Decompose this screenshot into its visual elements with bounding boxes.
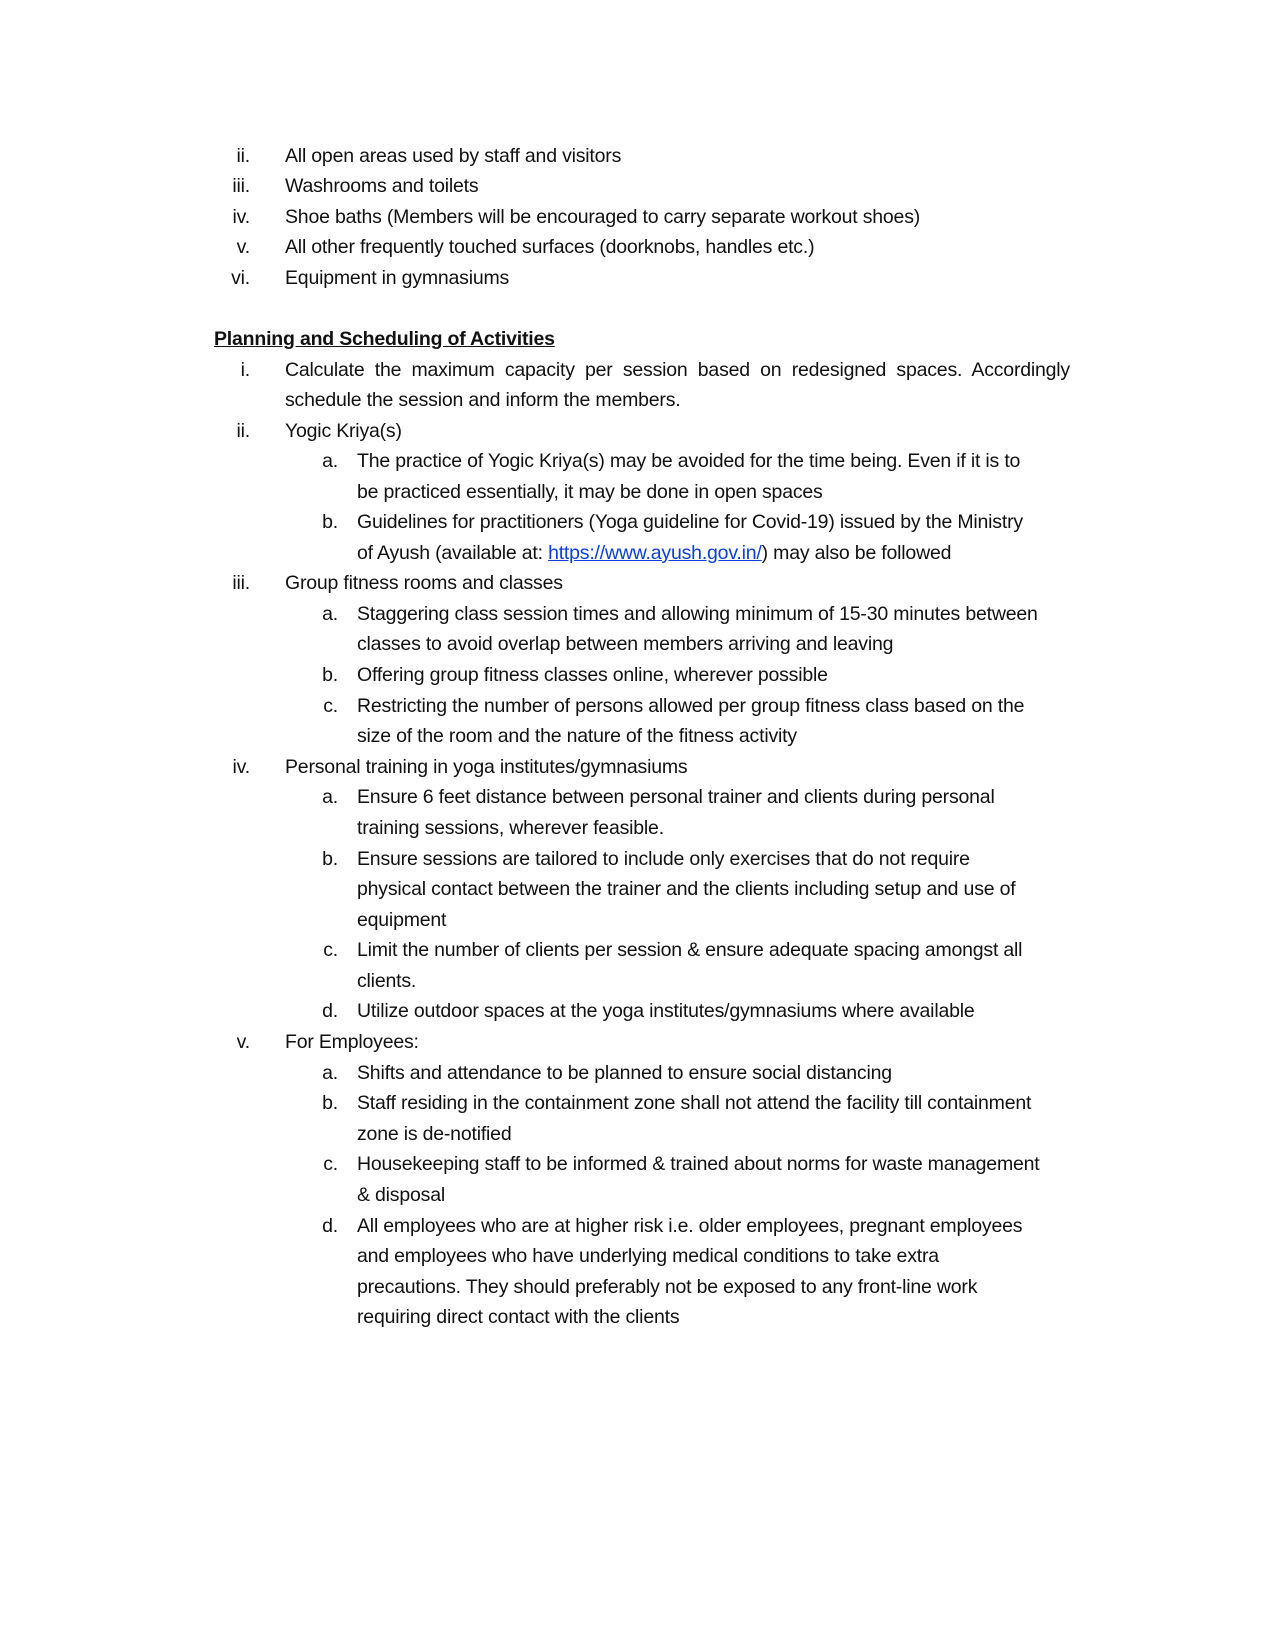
item-text: Yogic Kriya(s) (285, 420, 402, 442)
list-marker: iv. (232, 756, 250, 778)
sub-item-text: Ensure sessions are tailored to include only exercises that do not require (357, 848, 970, 870)
sub-item-text: Shifts and attendance to be planned to ensure social distancing (357, 1062, 892, 1084)
list-item: Washrooms and toilets (285, 175, 479, 197)
sub-item-text: Staggering class session times and allowing minimum of 15-30 minutes between (357, 603, 1038, 625)
item-text: Personal training in yoga institutes/gymnasiums (285, 756, 688, 778)
sub-item-text: clients. (357, 970, 417, 992)
sub-item-text: Staff residing in the containment zone shall not attend the facility till containment (357, 1092, 1032, 1114)
sub-item-text: size of the room and the nature of the fitness activity (357, 725, 797, 747)
sub-marker: a. (322, 603, 338, 625)
list-item: All open areas used by staff and visitors (285, 145, 622, 167)
item-text: For Employees: (285, 1031, 419, 1053)
sub-item-text: training sessions, wherever feasible. (357, 817, 664, 839)
sub-item-text (357, 538, 951, 569)
sub-marker: c. (323, 939, 338, 961)
sub-item-text: zone is de-notified (357, 1123, 512, 1145)
sub-marker: b. (322, 1092, 338, 1114)
sub-item-text: and employees who have underlying medical conditions to take extra (357, 1245, 939, 1267)
sub-item-text: equipment (357, 909, 447, 931)
sub-marker: a. (322, 786, 338, 808)
sub-item-text: physical contact between the trainer and the clients including setup and use of (357, 878, 1016, 900)
item-text: Calculate the maximum capacity per session based on redesigned spaces. Accordingly (285, 359, 1070, 381)
ayush-website-link[interactable]: https://www.ayush.gov.in/ (548, 542, 762, 564)
link-suffix-text: ) may also be followed (761, 542, 952, 564)
sub-marker: b. (322, 664, 338, 686)
sub-item-text: Restricting the number of persons allowed per group fitness class based on the (357, 695, 1025, 717)
sub-item-text: classes to avoid overlap between members arriving and leaving (357, 633, 894, 655)
sub-item-text: requiring direct contact with the clients (357, 1306, 680, 1328)
list-marker: iii. (232, 175, 250, 197)
sub-marker: d. (322, 1000, 338, 1022)
list-marker: vi. (231, 267, 250, 289)
list-marker: v. (236, 236, 250, 258)
sub-marker: b. (322, 511, 338, 533)
sub-item-text: Limit the number of clients per session & ensure adequate spacing amongst all (357, 939, 1023, 961)
sub-item-text: Utilize outdoor spaces at the yoga institutes/gymnasiums where available (357, 1000, 975, 1022)
list-marker: ii. (236, 420, 250, 442)
section-heading: Planning and Scheduling of Activities (214, 328, 555, 350)
list-item: Shoe baths (Members will be encouraged to carry separate workout shoes) (285, 206, 921, 228)
link-prefix-text: of Ayush (available at: (357, 542, 549, 564)
item-text: Group fitness rooms and classes (285, 572, 563, 594)
list-item: All other frequently touched surfaces (doorknobs, handles etc.) (285, 236, 815, 258)
list-marker: iii. (232, 572, 250, 594)
list-item: Equipment in gymnasiums (285, 267, 510, 289)
sub-marker: c. (323, 1153, 338, 1175)
sub-item-text: Offering group fitness classes online, wherever possible (357, 664, 828, 686)
sub-marker: d. (322, 1215, 338, 1237)
sub-marker: a. (322, 1062, 338, 1084)
list-marker: ii. (236, 145, 250, 167)
sub-item-text: Housekeeping staff to be informed & trained about norms for waste management (357, 1153, 1040, 1175)
sub-marker: b. (322, 848, 338, 870)
sub-item-text: Guidelines for practitioners (Yoga guideline for Covid-19) issued by the Ministry (357, 511, 1023, 533)
sub-item-text: precautions. They should preferably not be exposed to any front-line work (357, 1276, 978, 1298)
sub-item-text: Ensure 6 feet distance between personal trainer and clients during personal (357, 786, 995, 808)
sub-marker: c. (323, 695, 338, 717)
sub-marker: a. (322, 450, 338, 472)
sub-item-text: & disposal (357, 1184, 445, 1206)
item-text: schedule the session and inform the members. (285, 389, 681, 411)
list-marker: i. (240, 359, 250, 381)
sub-item-text: The practice of Yogic Kriya(s) may be avoided for the time being. Even if it is to (357, 450, 1021, 472)
sub-item-text: All employees who are at higher risk i.e. older employees, pregnant employees (357, 1215, 1023, 1237)
list-marker: v. (236, 1031, 250, 1053)
sub-item-text: be practiced essentially, it may be done in open spaces (357, 481, 823, 503)
list-marker: iv. (232, 206, 250, 228)
